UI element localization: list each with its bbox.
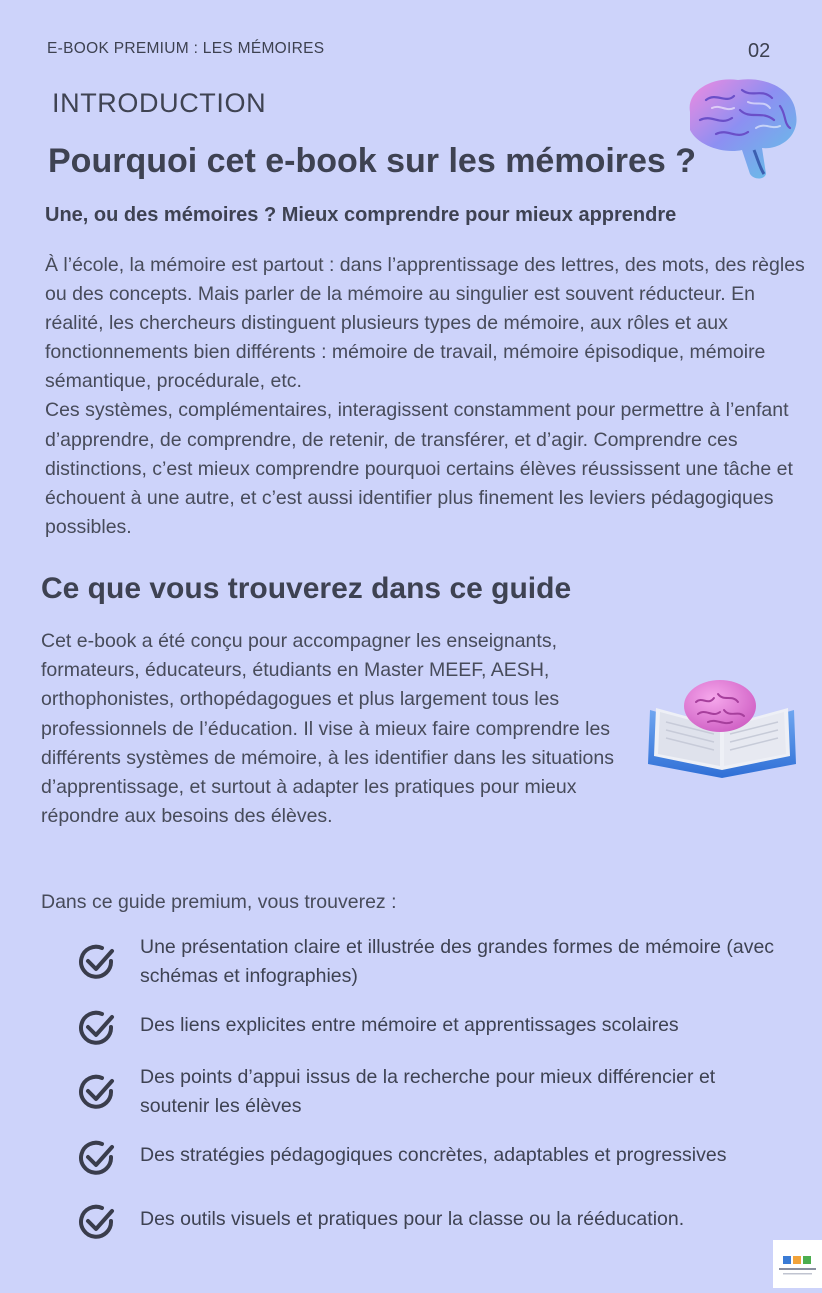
check-circle-icon [78, 1139, 116, 1177]
intro-paragraph-2: Ces systèmes, complémentaires, interagissent constamment pour permettre à l’enfant d’apprendre, de comprendre, de retenir, de transférer, et d’agir. Comprendre ces distinctions, c’est mieux comprendre pourquoi certains élèves réussissent une tâche et échouent à une autre, et c’est aussi identifier plus finement les leviers pédagogiques possibles. [45, 399, 793, 538]
brand-logo [773, 1240, 822, 1288]
section-label: INTRODUCTION [52, 88, 267, 118]
feature-text: Des liens explicites entre mémoire et apprentissages scolaires [140, 1014, 679, 1036]
feature-text: Des outils visuels et pratiques pour la classe ou la rééducation. [140, 1208, 685, 1230]
feature-text: Une présentation claire et illustrée des grandes formes de mémoire (avec schémas et infographies) [140, 936, 775, 987]
check-circle-icon [78, 1009, 116, 1047]
page-title: Pourquoi cet e-book sur les mémoires ? [48, 142, 697, 180]
guide-title: Ce que vous trouverez dans ce guide [41, 572, 572, 605]
open-book-brain-icon [646, 672, 798, 782]
check-circle-icon [78, 1203, 116, 1241]
intro-paragraph-1: À l’école, la mémoire est partout : dans l’apprentissage des lettres, des mots, des règles ou des concepts. Mais parler de la mémoire au singulier est souvent réducteur. En réalité, les chercheurs distinguent plusieurs types de mémoire, aux rôles et aux fonctionnements bien différents : mémoire de travail, mémoire épisodique, mémoire sémantique, procédurale, etc. [45, 254, 805, 393]
page-number: 02 [748, 40, 771, 62]
check-circle-icon [78, 1073, 116, 1111]
header-label: E-BOOK PREMIUM : LES MÉMOIRES [47, 40, 325, 57]
check-circle-icon [78, 943, 116, 981]
feature-text: Des stratégies pédagogiques concrètes, adaptables et progressives [140, 1144, 727, 1166]
guide-description: Cet e-book a été conçu pour accompagner les enseignants, formateurs, éducateurs, étudiants en Master MEEF, AESH, orthophonistes, orthopédagogues et plus largement tous les professionnels de l’éducation. Il vise à mieux faire comprendre les différents systèmes de mémoire, à les identifier dans les situations d’apprentissage, et surtout à adapter les pratiques pour mieux répondre aux besoins des élèves. [41, 630, 614, 828]
intro-text [45, 251, 805, 542]
subtitle: Une, ou des mémoires ? Mieux comprendre pour mieux apprendre [45, 204, 677, 226]
feature-text: Des points d’appui issus de la recherche pour mieux différencier et soutenir les élèves [140, 1066, 716, 1117]
features-lead-in: Dans ce guide premium, vous trouverez : [41, 891, 397, 913]
